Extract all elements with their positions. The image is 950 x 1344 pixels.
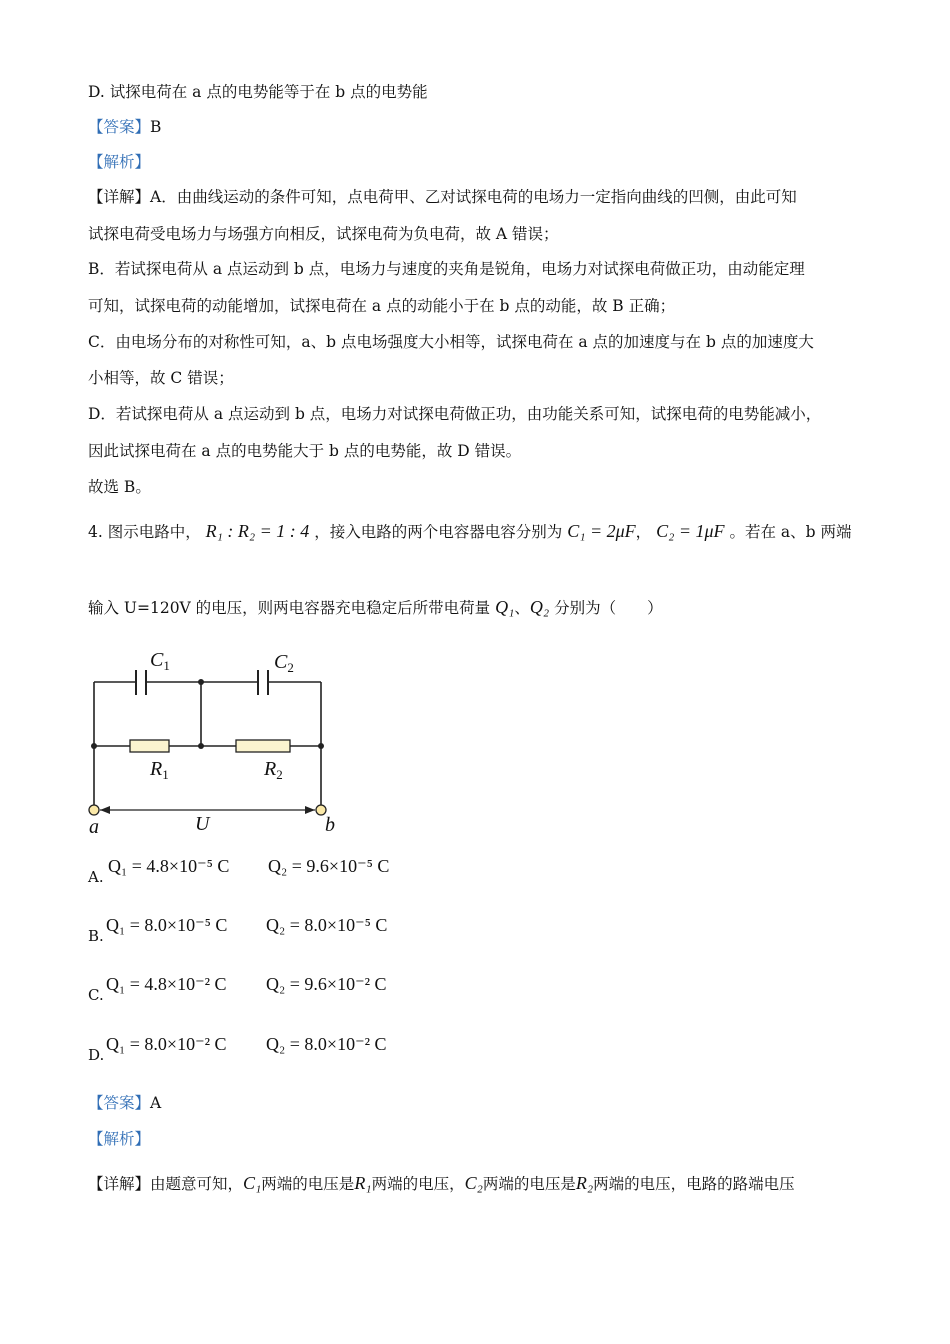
label-b: b — [325, 814, 335, 836]
junction-dot — [198, 679, 204, 685]
analysis-tag: 【解析】 — [88, 153, 151, 171]
detail-line-a1 — [88, 186, 797, 208]
detail-text: 两端的电压， — [371, 1175, 465, 1193]
capacitance-c1: C₁ = 2μF — [567, 521, 636, 541]
arrow-right — [305, 806, 315, 814]
label-u: U — [195, 813, 210, 835]
charge-q1: Q₁ — [495, 597, 515, 617]
choose-line: 故选 B。 — [88, 478, 151, 496]
option-letter: B. — [88, 927, 104, 945]
option-q2-value: Q₂ = 8.0×10⁻⁵ C — [266, 915, 388, 935]
detail-text: A．由曲线运动的条件可知，点电荷甲、乙对试探电荷的电场力一定指向曲线的凹侧，由此可知 — [150, 188, 797, 206]
answer-line-1 — [88, 116, 161, 138]
detail-line-b1: B．若试探电荷从 a 点运动到 b 点，电场力与速度的夹角是锐角，电场力对试探电荷做正功，由动能定理 — [88, 260, 805, 278]
symbol-r2: R₂ — [575, 1173, 594, 1193]
label-a: a — [89, 816, 99, 838]
detail-tag: 【详解】 — [88, 188, 151, 206]
detail-text: 两端的电压，电路的路端电压 — [593, 1175, 795, 1193]
option-d-previous: D. 试探电荷在 a 点的电势能等于在 b 点的电势能 — [88, 83, 428, 101]
answer-value: B — [150, 118, 162, 136]
terminal-a — [89, 805, 99, 815]
detail-line-d1: D．若试探电荷从 a 点运动到 b 点，电场力对试探电荷做正功，由功能关系可知，试探电荷的电势能减小， — [88, 405, 822, 423]
symbol-c2: C₂ — [464, 1173, 483, 1193]
symbol-c1: C₁ — [243, 1173, 262, 1193]
junction-dot — [318, 743, 324, 749]
resistor-r2 — [236, 740, 290, 752]
option-letter: C. — [88, 986, 104, 1004]
detail-line-c1: C．由电场分布的对称性可知，a、b 点电场强度大小相等，试探电荷在 a 点的加速度与在 b 点的加速度大 — [88, 333, 814, 351]
junction-dot — [198, 743, 204, 749]
junction-dot — [91, 743, 97, 749]
answer-line-2 — [88, 1092, 161, 1114]
detail-line-a2: 试探电荷受电场力与场强方向相反，试探电荷为负电荷，故 A 错误； — [88, 225, 559, 243]
detail-tag: 【详解】 — [88, 1175, 151, 1193]
charge-q2: Q₂ — [529, 597, 550, 617]
option-letter: D. — [88, 1046, 105, 1064]
answer-value: A — [150, 1094, 162, 1112]
label-c2: $C_2$ — [274, 651, 294, 675]
resistor-ratio: R₁ : R₂ = 1 : 4 — [205, 521, 310, 541]
detail-line-2 — [88, 1172, 795, 1195]
detail-text: 由题意可知， — [150, 1175, 244, 1193]
answer-tag: 【答案】 — [88, 1094, 151, 1112]
q4-line2b: 分别为（ ） — [554, 599, 663, 617]
label-r2: $R_2$ — [264, 758, 283, 782]
q4-line2a: 输入 U=120V 的电压，则两电容器充电稳定后所带电荷量 — [88, 599, 491, 617]
option-q2-value: Q₂ = 9.6×10⁻⁵ C — [268, 856, 390, 876]
arrow-left — [100, 806, 110, 814]
detail-text: 两端的电压是 — [261, 1175, 355, 1193]
detail-line-c2: 小相等，故 C 错误； — [88, 369, 234, 387]
detail-line-d2: 因此试探电荷在 a 点的电势能大于 b 点的电势能，故 D 错误。 — [88, 442, 522, 460]
option-q1-value: Q₁ = 8.0×10⁻⁵ C — [106, 915, 228, 935]
capacitance-c2: C₂ = 1μF — [656, 521, 725, 541]
q4-sep: 、 — [514, 599, 530, 617]
answer-tag: 【答案】 — [88, 118, 151, 136]
option-q1-value: Q₁ = 4.8×10⁻² C — [106, 974, 227, 994]
q4-prefix: 4. 图示电路中， — [88, 523, 201, 541]
label-r1: $R_1$ — [150, 758, 169, 782]
analysis-tag-2: 【解析】 — [88, 1130, 151, 1148]
option-q1-value: Q₁ = 4.8×10⁻⁵ C — [108, 856, 230, 876]
question-4-line-2 — [88, 596, 663, 619]
option-letter: A. — [88, 868, 104, 886]
resistor-r1 — [130, 740, 169, 752]
option-q2-value: Q₂ = 8.0×10⁻² C — [266, 1034, 387, 1054]
option-q2-value: Q₂ = 9.6×10⁻² C — [266, 974, 387, 994]
q4-comma: ， — [635, 523, 652, 541]
label-c1: $C_1$ — [150, 649, 170, 673]
q4-mid: ，接入电路的两个电容器电容分别为 — [314, 523, 563, 541]
question-4-line-1 — [88, 520, 852, 543]
option-q1-value: Q₁ = 8.0×10⁻² C — [106, 1034, 227, 1054]
detail-line-b2: 可知，试探电荷的动能增加，试探电荷在 a 点的动能小于在 b 点的动能，故 B 正确； — [88, 297, 676, 315]
detail-text: 两端的电压是 — [482, 1175, 576, 1193]
symbol-r1: R₁ — [354, 1173, 372, 1193]
q4-suffix: 。若在 a、b 两端 — [729, 523, 852, 541]
circuit-diagram — [86, 645, 356, 840]
